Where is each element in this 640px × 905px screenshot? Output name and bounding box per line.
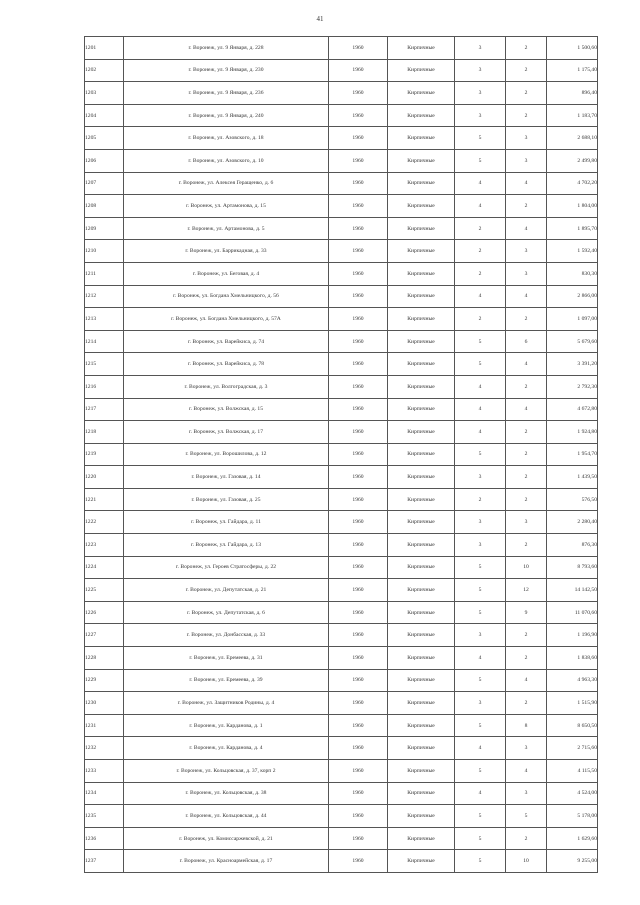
row-number-cell: 1208 (85, 195, 124, 218)
year-built-cell: 1960 (329, 850, 388, 873)
floors-cell: 3 (455, 59, 506, 82)
page-number: 41 (316, 15, 324, 23)
area-cell: 14 142,50 (547, 579, 598, 602)
floors-cell: 4 (455, 398, 506, 421)
row-number-cell: 1217 (85, 398, 124, 421)
address-cell: г. Воронеж, ул. Гайдара, д. 11 (124, 511, 329, 534)
address-cell: г. Воронеж, ул. Волжская, д. 17 (124, 421, 329, 444)
row-number-cell: 1221 (85, 488, 124, 511)
floors-cell: 3 (455, 82, 506, 105)
year-built-cell: 1960 (329, 579, 388, 602)
floors-cell: 4 (455, 647, 506, 670)
floors-cell: 3 (455, 104, 506, 127)
address-cell: г. Воронеж, ул. Еремеева, д. 39 (124, 669, 329, 692)
row-number-cell: 1205 (85, 127, 124, 150)
table-row (85, 692, 598, 715)
year-built-cell: 1960 (329, 127, 388, 150)
floors-cell: 4 (455, 375, 506, 398)
floors-cell: 5 (455, 760, 506, 783)
floors-cell: 3 (455, 511, 506, 534)
table-row (85, 59, 598, 82)
wall-material-cell: Кирпичные (388, 669, 455, 692)
floors-cell: 3 (455, 37, 506, 60)
table-row (85, 737, 598, 760)
entrances-cell: 4 (506, 217, 547, 240)
wall-material-cell: Кирпичные (388, 850, 455, 873)
row-number-cell: 1210 (85, 240, 124, 263)
address-cell: г. Воронеж, ул. Газовая, д. 25 (124, 488, 329, 511)
table-row (85, 647, 598, 670)
wall-material-cell: Кирпичные (388, 692, 455, 715)
address-cell: г. Воронеж, ул. Ворошилова, д. 12 (124, 443, 329, 466)
area-cell: 1 838,60 (547, 647, 598, 670)
year-built-cell: 1960 (329, 669, 388, 692)
floors-cell: 5 (455, 850, 506, 873)
registry-table-body (85, 37, 598, 873)
area-cell: 1 629,60 (547, 827, 598, 850)
area-cell: 8 650,50 (547, 714, 598, 737)
floors-cell: 5 (455, 601, 506, 624)
entrances-cell: 2 (506, 82, 547, 105)
address-cell: г. Воронеж, ул. Баррикадная, д. 33 (124, 240, 329, 263)
address-cell: г. Воронеж, ул. Карданова, д. 1 (124, 714, 329, 737)
area-cell: 1 515,90 (547, 692, 598, 715)
area-cell: 5 178,00 (547, 805, 598, 828)
table-row (85, 330, 598, 353)
row-number-cell: 1220 (85, 466, 124, 489)
row-number-cell: 1212 (85, 285, 124, 308)
year-built-cell: 1960 (329, 827, 388, 850)
table-row (85, 466, 598, 489)
year-built-cell: 1960 (329, 240, 388, 263)
entrances-cell: 10 (506, 556, 547, 579)
row-number-cell: 1201 (85, 37, 124, 60)
entrances-cell: 12 (506, 579, 547, 602)
wall-material-cell: Кирпичные (388, 149, 455, 172)
floors-cell: 5 (455, 127, 506, 150)
row-number-cell: 1224 (85, 556, 124, 579)
entrances-cell: 2 (506, 692, 547, 715)
area-cell: 896,40 (547, 82, 598, 105)
address-cell: г. Воронеж, ул. Варейкиса, д. 74 (124, 330, 329, 353)
year-built-cell: 1960 (329, 782, 388, 805)
floors-cell: 5 (455, 443, 506, 466)
table-row (85, 669, 598, 692)
entrances-cell: 2 (506, 624, 547, 647)
wall-material-cell: Кирпичные (388, 737, 455, 760)
floors-cell: 4 (455, 195, 506, 218)
area-cell: 4 524,00 (547, 782, 598, 805)
entrances-cell: 3 (506, 782, 547, 805)
row-number-cell: 1233 (85, 760, 124, 783)
row-number-cell: 1213 (85, 308, 124, 331)
wall-material-cell: Кирпичные (388, 330, 455, 353)
row-number-cell: 1229 (85, 669, 124, 692)
floors-cell: 3 (455, 624, 506, 647)
row-number-cell: 1216 (85, 375, 124, 398)
area-cell: 1 183,70 (547, 104, 598, 127)
table-row (85, 714, 598, 737)
area-cell: 1 097,00 (547, 308, 598, 331)
area-cell: 4 963,30 (547, 669, 598, 692)
wall-material-cell: Кирпичные (388, 782, 455, 805)
entrances-cell: 2 (506, 488, 547, 511)
row-number-cell: 1209 (85, 217, 124, 240)
wall-material-cell: Кирпичные (388, 285, 455, 308)
area-cell: 1 804,00 (547, 195, 598, 218)
entrances-cell: 2 (506, 59, 547, 82)
table-row (85, 104, 598, 127)
address-cell: г. Воронеж, ул. Азовского, д. 10 (124, 149, 329, 172)
floors-cell: 2 (455, 488, 506, 511)
wall-material-cell: Кирпичные (388, 511, 455, 534)
floors-cell: 3 (455, 692, 506, 715)
year-built-cell: 1960 (329, 37, 388, 60)
address-cell: г. Воронеж, ул. Артамонова, д. 5 (124, 217, 329, 240)
area-cell: 876,30 (547, 534, 598, 557)
wall-material-cell: Кирпичные (388, 647, 455, 670)
floors-cell: 3 (455, 534, 506, 557)
entrances-cell: 2 (506, 421, 547, 444)
wall-material-cell: Кирпичные (388, 601, 455, 624)
year-built-cell: 1960 (329, 601, 388, 624)
area-cell: 1 196,90 (547, 624, 598, 647)
area-cell: 830,30 (547, 262, 598, 285)
entrances-cell: 9 (506, 601, 547, 624)
floors-cell: 4 (455, 782, 506, 805)
table-row (85, 556, 598, 579)
entrances-cell: 8 (506, 714, 547, 737)
row-number-cell: 1203 (85, 82, 124, 105)
table-row (85, 240, 598, 263)
year-built-cell: 1960 (329, 488, 388, 511)
entrances-cell: 2 (506, 443, 547, 466)
address-cell: г. Воронеж, ул. Волгоградская, д. 3 (124, 375, 329, 398)
floors-cell: 5 (455, 805, 506, 828)
address-cell: г. Воронеж, ул. Кольцовская, д. 37, корп 2 (124, 760, 329, 783)
address-cell: г. Воронеж, ул. Азовского, д. 18 (124, 127, 329, 150)
address-cell: г. Воронеж, ул. Депутатская, д. 6 (124, 601, 329, 624)
year-built-cell: 1960 (329, 285, 388, 308)
address-cell: г. Воронеж, ул. Кольцовская, д. 38 (124, 782, 329, 805)
floors-cell: 5 (455, 669, 506, 692)
wall-material-cell: Кирпичные (388, 375, 455, 398)
area-cell: 5 679,60 (547, 330, 598, 353)
floors-cell: 5 (455, 827, 506, 850)
wall-material-cell: Кирпичные (388, 59, 455, 82)
entrances-cell: 2 (506, 104, 547, 127)
year-built-cell: 1960 (329, 737, 388, 760)
year-built-cell: 1960 (329, 330, 388, 353)
area-cell: 2 715,60 (547, 737, 598, 760)
entrances-cell: 2 (506, 308, 547, 331)
table-row (85, 195, 598, 218)
table-row (85, 624, 598, 647)
wall-material-cell: Кирпичные (388, 805, 455, 828)
table-row (85, 285, 598, 308)
year-built-cell: 1960 (329, 308, 388, 331)
address-cell: г. Воронеж, ул. Артамонова, д. 15 (124, 195, 329, 218)
address-cell: г. Воронеж, ул. 9 Января, д. 236 (124, 82, 329, 105)
entrances-cell: 3 (506, 127, 547, 150)
area-cell: 3 391,20 (547, 353, 598, 376)
entrances-cell: 2 (506, 534, 547, 557)
floors-cell: 2 (455, 240, 506, 263)
entrances-cell: 3 (506, 737, 547, 760)
floors-cell: 4 (455, 285, 506, 308)
row-number-cell: 1236 (85, 827, 124, 850)
address-cell: г. Воронеж, ул. Варейкиса, д. 78 (124, 353, 329, 376)
table-row (85, 82, 598, 105)
wall-material-cell: Кирпичные (388, 624, 455, 647)
area-cell: 11 070,60 (547, 601, 598, 624)
year-built-cell: 1960 (329, 647, 388, 670)
floors-cell: 5 (455, 579, 506, 602)
area-cell: 2 792,30 (547, 375, 598, 398)
address-cell: г. Воронеж, ул. Еремеева, д. 31 (124, 647, 329, 670)
table-row (85, 217, 598, 240)
area-cell: 1 895,70 (547, 217, 598, 240)
area-cell: 1 924,80 (547, 421, 598, 444)
table-row (85, 353, 598, 376)
year-built-cell: 1960 (329, 398, 388, 421)
wall-material-cell: Кирпичные (388, 466, 455, 489)
table-row (85, 511, 598, 534)
wall-material-cell: Кирпичные (388, 104, 455, 127)
year-built-cell: 1960 (329, 534, 388, 557)
row-number-cell: 1215 (85, 353, 124, 376)
entrances-cell: 2 (506, 647, 547, 670)
table-row (85, 760, 598, 783)
wall-material-cell: Кирпичные (388, 37, 455, 60)
table-row (85, 127, 598, 150)
address-cell: г. Воронеж, ул. Защитников Родины, д. 4 (124, 692, 329, 715)
floors-cell: 2 (455, 308, 506, 331)
wall-material-cell: Кирпичные (388, 827, 455, 850)
floors-cell: 2 (455, 217, 506, 240)
year-built-cell: 1960 (329, 421, 388, 444)
entrances-cell: 3 (506, 240, 547, 263)
year-built-cell: 1960 (329, 760, 388, 783)
wall-material-cell: Кирпичные (388, 308, 455, 331)
area-cell: 1 500,60 (547, 37, 598, 60)
row-number-cell: 1207 (85, 172, 124, 195)
wall-material-cell: Кирпичные (388, 534, 455, 557)
address-cell: г. Воронеж, ул. Богдана Хмельницкого, д. 56 (124, 285, 329, 308)
area-cell: 4 672,80 (547, 398, 598, 421)
floors-cell: 4 (455, 172, 506, 195)
wall-material-cell: Кирпичные (388, 262, 455, 285)
area-cell: 1 954,70 (547, 443, 598, 466)
wall-material-cell: Кирпичные (388, 172, 455, 195)
entrances-cell: 2 (506, 827, 547, 850)
table-row (85, 827, 598, 850)
table-row (85, 308, 598, 331)
row-number-cell: 1204 (85, 104, 124, 127)
row-number-cell: 1218 (85, 421, 124, 444)
address-cell: г. Воронеж, ул. Героев Стратосферы, д. 22 (124, 556, 329, 579)
wall-material-cell: Кирпичные (388, 556, 455, 579)
year-built-cell: 1960 (329, 805, 388, 828)
wall-material-cell: Кирпичные (388, 579, 455, 602)
area-cell: 9 255,00 (547, 850, 598, 873)
row-number-cell: 1228 (85, 647, 124, 670)
area-cell: 2 499,80 (547, 149, 598, 172)
address-cell: г. Воронеж, ул. Богдана Хмельницкого, д. 57А (124, 308, 329, 331)
address-cell: г. Воронеж, ул. Гайдара, д. 13 (124, 534, 329, 557)
year-built-cell: 1960 (329, 466, 388, 489)
area-cell: 8 793,60 (547, 556, 598, 579)
year-built-cell: 1960 (329, 353, 388, 376)
year-built-cell: 1960 (329, 82, 388, 105)
area-cell: 576,50 (547, 488, 598, 511)
area-cell: 2 866,00 (547, 285, 598, 308)
table-row (85, 488, 598, 511)
floors-cell: 5 (455, 149, 506, 172)
entrances-cell: 2 (506, 195, 547, 218)
floors-cell: 5 (455, 330, 506, 353)
table-row (85, 850, 598, 873)
year-built-cell: 1960 (329, 692, 388, 715)
entrances-cell: 4 (506, 760, 547, 783)
row-number-cell: 1232 (85, 737, 124, 760)
wall-material-cell: Кирпичные (388, 353, 455, 376)
address-cell: г. Воронеж, ул. 9 Января, д. 240 (124, 104, 329, 127)
wall-material-cell: Кирпичные (388, 240, 455, 263)
year-built-cell: 1960 (329, 511, 388, 534)
entrances-cell: 2 (506, 37, 547, 60)
year-built-cell: 1960 (329, 624, 388, 647)
address-cell: г. Воронеж, ул. Волжская, д. 15 (124, 398, 329, 421)
row-number-cell: 1219 (85, 443, 124, 466)
entrances-cell: 5 (506, 805, 547, 828)
floors-cell: 3 (455, 466, 506, 489)
year-built-cell: 1960 (329, 59, 388, 82)
area-cell: 2 688,10 (547, 127, 598, 150)
table-row (85, 375, 598, 398)
row-number-cell: 1223 (85, 534, 124, 557)
area-cell: 1 175,40 (547, 59, 598, 82)
area-cell: 1 439,50 (547, 466, 598, 489)
address-cell: г. Воронеж, ул. 9 Января, д. 228 (124, 37, 329, 60)
year-built-cell: 1960 (329, 556, 388, 579)
entrances-cell: 4 (506, 353, 547, 376)
row-number-cell: 1206 (85, 149, 124, 172)
row-number-cell: 1222 (85, 511, 124, 534)
entrances-cell: 10 (506, 850, 547, 873)
entrances-cell: 2 (506, 466, 547, 489)
floors-cell: 4 (455, 421, 506, 444)
area-cell: 2 280,40 (547, 511, 598, 534)
wall-material-cell: Кирпичные (388, 127, 455, 150)
table-row (85, 172, 598, 195)
wall-material-cell: Кирпичные (388, 217, 455, 240)
table-row (85, 398, 598, 421)
year-built-cell: 1960 (329, 443, 388, 466)
year-built-cell: 1960 (329, 195, 388, 218)
area-cell: 1 592,40 (547, 240, 598, 263)
address-cell: г. Воронеж, ул. Красноармейская, д. 17 (124, 850, 329, 873)
floors-cell: 5 (455, 353, 506, 376)
row-number-cell: 1211 (85, 262, 124, 285)
floors-cell: 2 (455, 262, 506, 285)
wall-material-cell: Кирпичные (388, 488, 455, 511)
table-row (85, 534, 598, 557)
housing-registry-table (84, 36, 598, 873)
wall-material-cell: Кирпичные (388, 195, 455, 218)
year-built-cell: 1960 (329, 172, 388, 195)
year-built-cell: 1960 (329, 149, 388, 172)
wall-material-cell: Кирпичные (388, 421, 455, 444)
row-number-cell: 1235 (85, 805, 124, 828)
table-row (85, 262, 598, 285)
table-row (85, 443, 598, 466)
address-cell: г. Воронеж, ул. Алексея Геращенко, д. 6 (124, 172, 329, 195)
entrances-cell: 2 (506, 375, 547, 398)
address-cell: г. Воронеж, ул. Кольцовская, д. 44 (124, 805, 329, 828)
address-cell: г. Воронеж, ул. Беговая, д. 4 (124, 262, 329, 285)
year-built-cell: 1960 (329, 104, 388, 127)
year-built-cell: 1960 (329, 217, 388, 240)
address-cell: г. Воронеж, ул. Газовая, д. 14 (124, 466, 329, 489)
entrances-cell: 4 (506, 398, 547, 421)
address-cell: г. Воронеж, ул. Карданова, д. 4 (124, 737, 329, 760)
wall-material-cell: Кирпичные (388, 714, 455, 737)
row-number-cell: 1202 (85, 59, 124, 82)
year-built-cell: 1960 (329, 262, 388, 285)
table-row (85, 601, 598, 624)
row-number-cell: 1225 (85, 579, 124, 602)
year-built-cell: 1960 (329, 714, 388, 737)
entrances-cell: 4 (506, 172, 547, 195)
entrances-cell: 3 (506, 262, 547, 285)
area-cell: 4 702,20 (547, 172, 598, 195)
row-number-cell: 1227 (85, 624, 124, 647)
table-row (85, 149, 598, 172)
row-number-cell: 1237 (85, 850, 124, 873)
entrances-cell: 3 (506, 149, 547, 172)
entrances-cell: 3 (506, 511, 547, 534)
floors-cell: 5 (455, 714, 506, 737)
table-row (85, 421, 598, 444)
row-number-cell: 1230 (85, 692, 124, 715)
wall-material-cell: Кирпичные (388, 82, 455, 105)
address-cell: г. Воронеж, ул. Комиссаржевской, д. 21 (124, 827, 329, 850)
row-number-cell: 1234 (85, 782, 124, 805)
address-cell: г. Воронеж, ул. Депутатская, д. 21 (124, 579, 329, 602)
wall-material-cell: Кирпичные (388, 760, 455, 783)
wall-material-cell: Кирпичные (388, 398, 455, 421)
table-row (85, 782, 598, 805)
table-row (85, 805, 598, 828)
table-row (85, 579, 598, 602)
entrances-cell: 6 (506, 330, 547, 353)
year-built-cell: 1960 (329, 375, 388, 398)
floors-cell: 4 (455, 737, 506, 760)
address-cell: г. Воронеж, ул. Донбасская, д. 33 (124, 624, 329, 647)
floors-cell: 5 (455, 556, 506, 579)
entrances-cell: 4 (506, 669, 547, 692)
area-cell: 4 115,50 (547, 760, 598, 783)
row-number-cell: 1214 (85, 330, 124, 353)
wall-material-cell: Кирпичные (388, 443, 455, 466)
row-number-cell: 1231 (85, 714, 124, 737)
entrances-cell: 4 (506, 285, 547, 308)
row-number-cell: 1226 (85, 601, 124, 624)
address-cell: г. Воронеж, ул. 9 Января, д. 230 (124, 59, 329, 82)
table-row (85, 37, 598, 60)
